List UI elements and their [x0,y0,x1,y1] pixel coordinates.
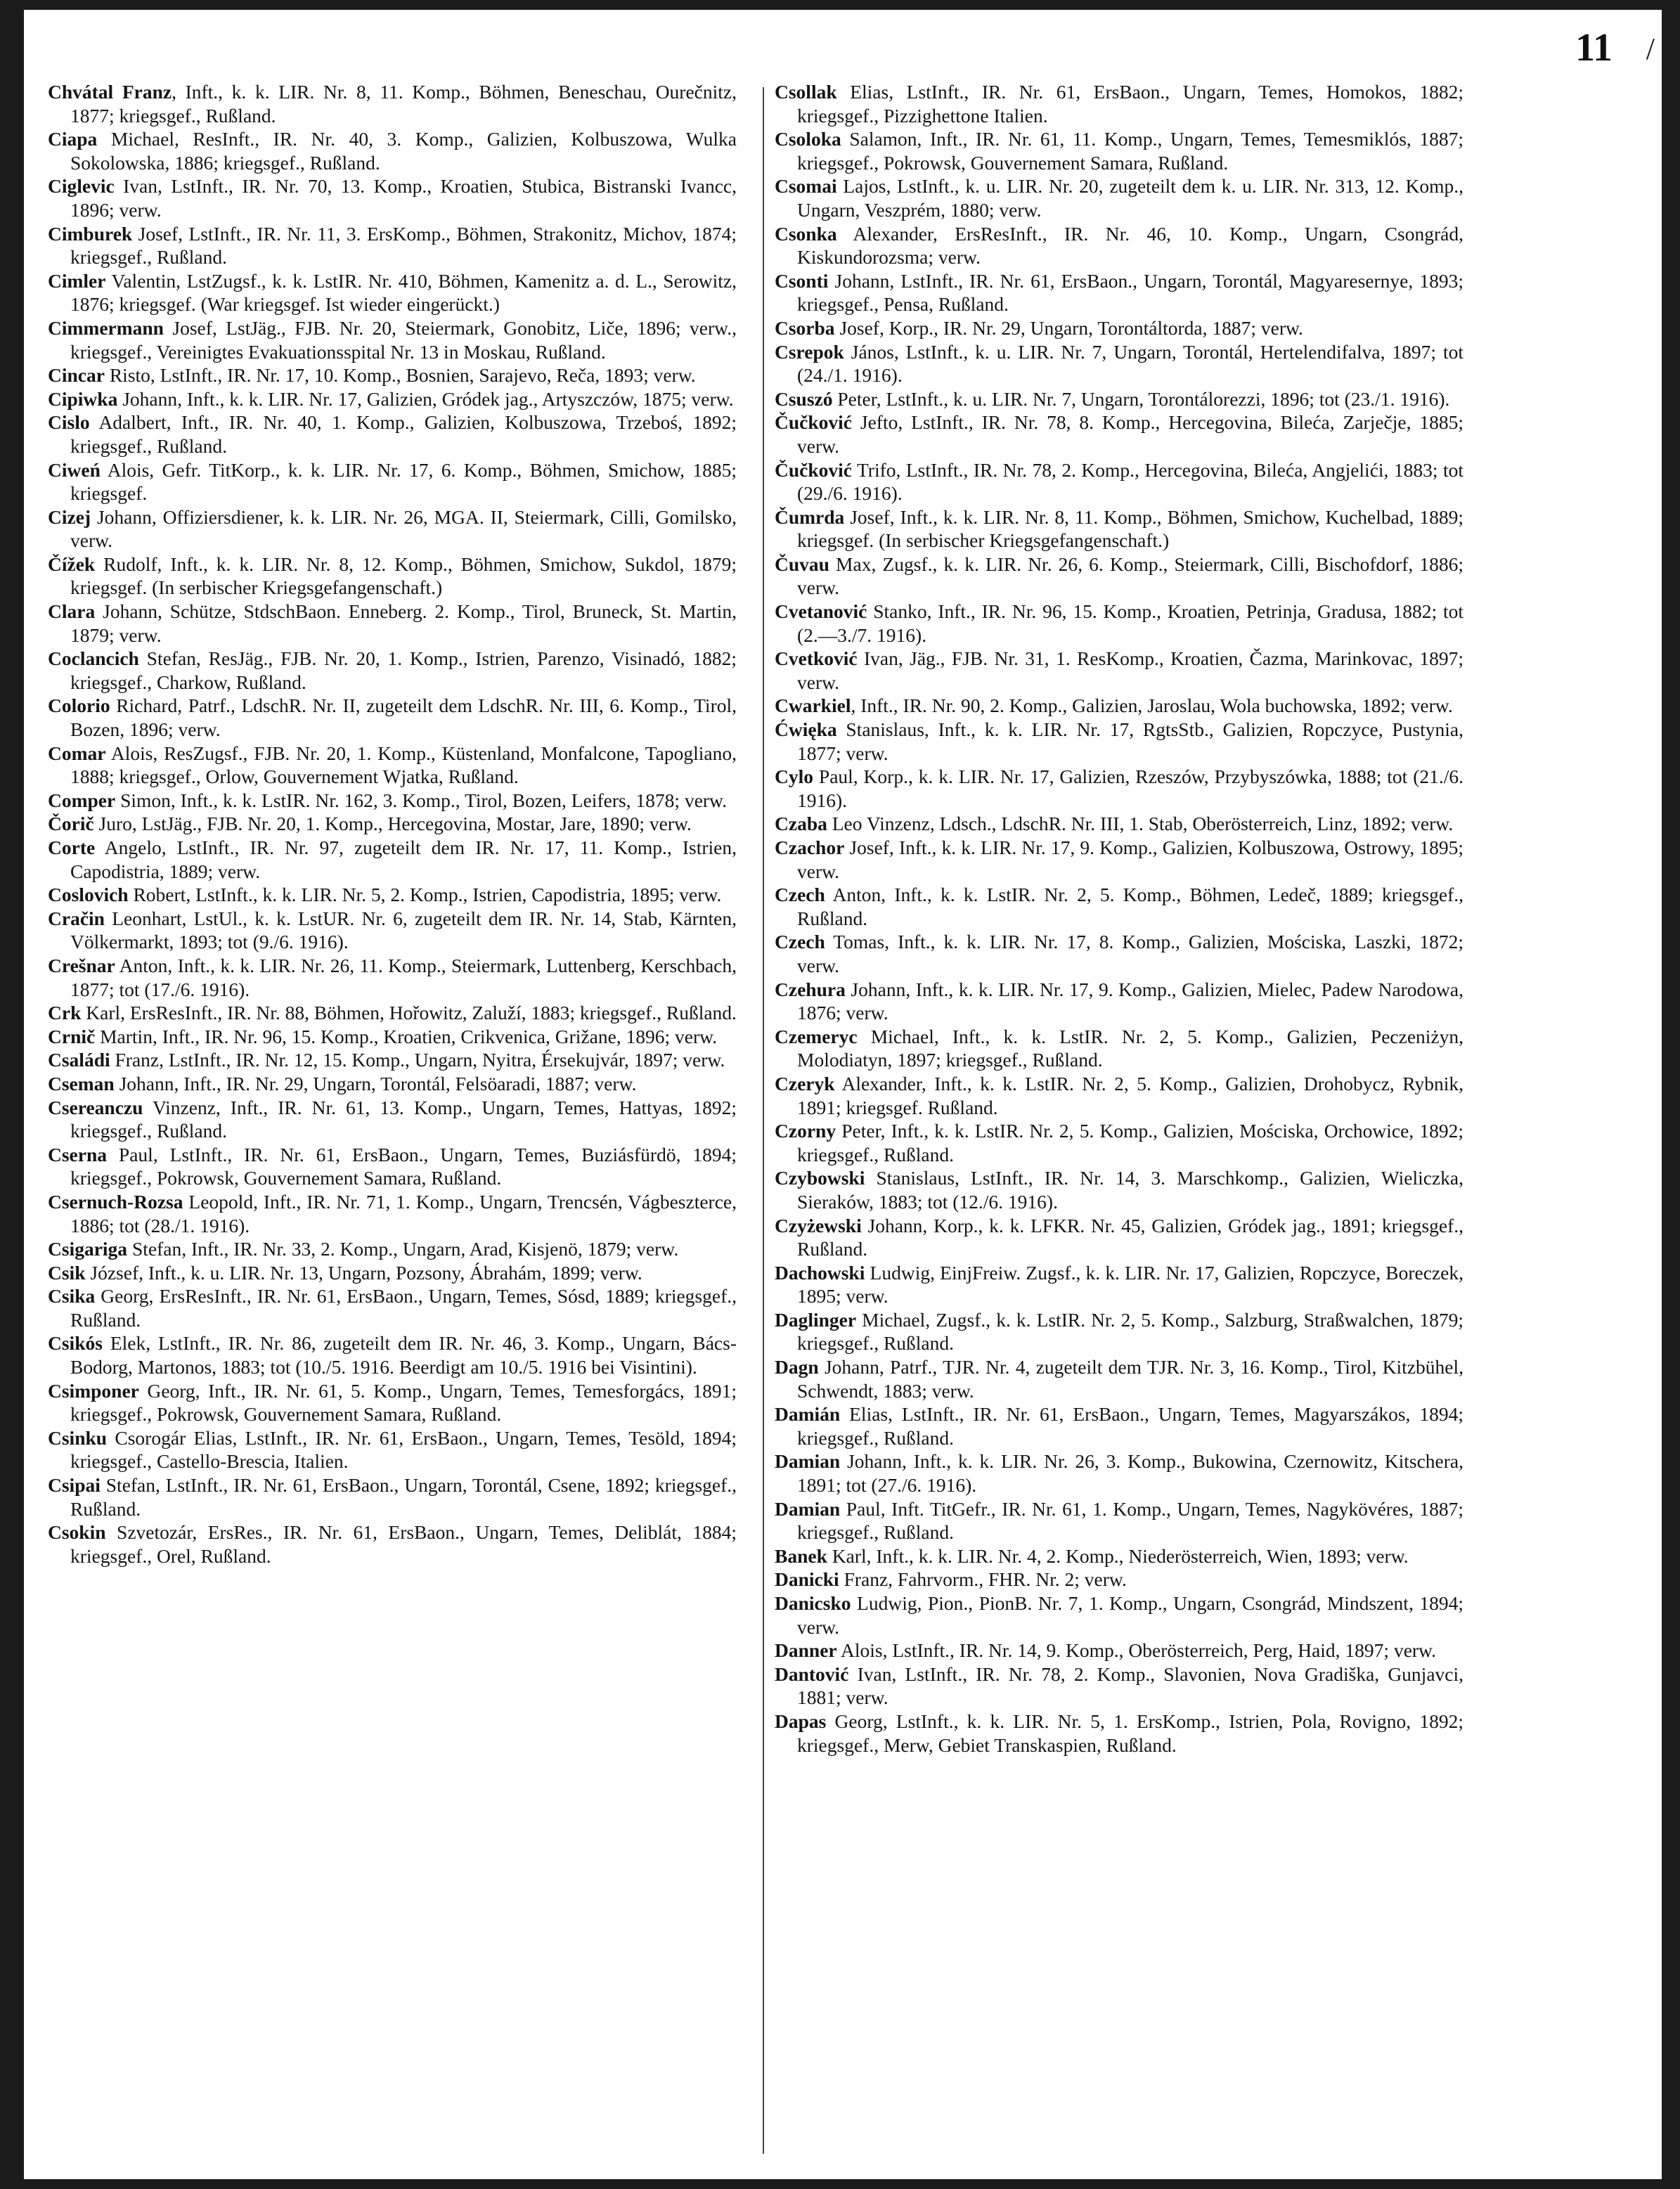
entry-details: Georg, LstInft., k. k. LIR. Nr. 5, 1. ErsKomp., Istrien, Pola, Rovigno, 1892; kriegsgef., Merw, Gebiet Transkaspien, Rußland. [797,1710,1463,1756]
register-entry [48,1237,737,1261]
entry-details: Johann, Patrf., TJR. Nr. 4, zugeteilt dem TJR. Nr. 3, 16. Komp., Tirol, Kitzbühel, Schwendt, 1883; verw. [797,1356,1463,1402]
register-entry [775,694,1463,718]
entry-details: Anton, Inft., k. k. LIR. Nr. 26, 11. Komp., Steiermark, Luttenberg, Kerschbach, 1877; tot (17./6. 1916). [70,954,737,1000]
entry-surname: Comper [48,789,116,811]
register-entry [775,411,1463,458]
entry-surname: Danicki [775,1568,839,1591]
entry-details: Elek, LstInft., IR. Nr. 86, zugeteilt dem IR. Nr. 46, 3. Komp., Ungarn, Bács-Bodorg, Martonos, 1883; tot (10./5. 1916. Beerdigt am 10./5. 1916 bei Visintini). [70,1332,737,1378]
entry-details: Jefto, LstInft., IR. Nr. 78, 8. Komp., Hercegovina, Bileća, Zarječje, 1885; verw. [797,411,1463,457]
register-entry [775,222,1463,269]
register-entry [48,222,737,269]
entry-details: Alexander, ErsResInft., IR. Nr. 46, 10. Komp., Ungarn, Csongrád, Kiskundorozsma; verw. [797,222,1463,269]
entry-details: Max, Zugsf., k. k. LIR. Nr. 26, 6. Komp., Steiermark, Cilli, Bischofdorf, 1886; verw. [797,553,1463,599]
entry-details: Johann, Offiziersdiener, k. k. LIR. Nr. 26, MGA. II, Steiermark, Cilli, Gomilsko, verw. [70,505,737,552]
entry-details: Csorogár Elias, LstInft., IR. Nr. 61, ErsBaon., Ungarn, Temes, Tesöld, 1894; kriegsgef., Castello-Brescia, Italien. [70,1426,737,1473]
entry-details: Valentin, LstZugsf., k. k. LstIR. Nr. 410, Böhmen, Kamenitz a. d. L., Serowitz, 1876; kriegsgef. (War kriegsgef. Ist wieder eingerückt.) [70,269,737,316]
entry-surname: Clara [48,600,96,623]
entry-surname: Danner [775,1639,837,1662]
entry-details: Paul, LstInft., IR. Nr. 61, ErsBaon., Ungarn, Temes, Buziásfürdö, 1894; kriegsgef., Pokrowsk, Gouvernement Samara, Rußland. [70,1143,737,1189]
entry-surname: Cserna [48,1143,108,1165]
register-entry [48,1426,737,1473]
entry-details: Alois, Gefr. TitKorp., k. k. LIR. Nr. 17, 6. Komp., Böhmen, Smichow, 1885; kriegsgef. [70,458,737,505]
entry-details: Karl, Inft., k. k. LIR. Nr. 4, 2. Komp., Niederösterreich, Wien, 1893; verw. [827,1544,1409,1567]
entry-surname: Banek [775,1544,827,1567]
entry-details: Leonhart, LstUl., k. k. LstUR. Nr. 6, zugeteilt dem IR. Nr. 14, Stab, Kärnten, Völkermarkt, 1893; tot (9./6. 1916). [70,907,737,953]
register-entry [775,458,1463,505]
register-entry [48,1072,737,1096]
register-entry [48,1096,737,1143]
entry-details: , Inft., k. k. LIR. Nr. 8, 11. Komp., Böhmen, Beneschau, Ourečnitz, 1877; kriegsgef., Rußland. [70,81,737,127]
entry-surname: Danicsko [775,1592,851,1614]
entry-details: Adalbert, Inft., IR. Nr. 40, 1. Komp., Galizien, Kolbuszowa, Trzeboś, 1892; kriegsgef., Rußland. [70,411,737,457]
register-entry [775,80,1463,127]
entry-surname: Crnič [48,1025,96,1047]
entry-details: Lajos, LstInft., k. u. LIR. Nr. 20, zugeteilt dem k. u. LIR. Nr. 313, 12. Komp., Ungarn, Veszprém, 1880; verw. [797,175,1463,221]
left-column [48,80,737,1568]
entry-surname: Crk [48,1002,82,1024]
entry-details: Vinzenz, Inft., IR. Nr. 61, 13. Komp., Ungarn, Temes, Hattyas, 1892; kriegsgef., Rußland. [70,1096,737,1142]
register-entry [48,907,737,954]
register-entry [775,1119,1463,1166]
register-entry [775,505,1463,553]
entry-details: Stanko, Inft., IR. Nr. 96, 15. Komp., Kroatien, Petrinja, Gradusa, 1882; tot (2.—3./7. 1916). [797,600,1463,646]
entry-details: Tomas, Inft., k. k. LIR. Nr. 17, 8. Komp., Galizien, Mościska, Laszki, 1872; verw. [797,931,1463,976]
register-entry [775,930,1463,977]
entry-surname: Czachor [775,837,845,858]
entry-details: Stefan, Inft., IR. Nr. 33, 2. Komp., Ungarn, Arad, Kisjenö, 1879; verw. [127,1238,679,1260]
register-entry [48,1001,737,1025]
register-entry [775,127,1463,174]
register-entry [48,600,737,647]
register-entry [775,1072,1463,1119]
entry-surname: Cseman [48,1072,115,1094]
entry-details: Josef, LstInft., IR. Nr. 11, 3. ErsKomp., Böhmen, Strakonitz, Michov, 1874; kriegsgef., Rußland. [70,222,737,269]
entry-surname: Cračin [48,907,105,929]
register-entry [48,1284,737,1331]
entry-surname: Czemeryc [775,1025,858,1047]
entry-surname: Cincar [48,364,105,387]
entry-surname: Csinku [48,1426,108,1449]
entry-surname: Csollak [775,81,837,103]
register-entry [48,269,737,316]
entry-surname: Cimler [48,269,106,292]
entry-surname: Cvetković [775,647,858,670]
entry-details: Salamon, Inft., IR. Nr. 61, 11. Komp., Ungarn, Temes, Temesmiklós, 1887; kriegsgef., Pokrowsk, Gouvernement Samara, Rußland. [797,128,1463,174]
entry-details: Franz, Fahrvorm., FHR. Nr. 2; verw. [839,1568,1127,1591]
entry-surname: Csomai [775,175,837,198]
entry-details: Johann, Inft., k. k. LIR. Nr. 17, Galizien, Gródek jag., Artyszczów, 1875; verw. [117,387,734,410]
entry-surname: Csik [48,1261,86,1284]
entry-surname: Csuszó [775,387,833,410]
document-page [24,10,1662,2179]
register-entry [775,883,1463,930]
entry-details: Stanislaus, LstInft., IR. Nr. 14, 3. Marschkomp., Galizien, Wieliczka, Sieraków, 1883; tot (12./6. 1916). [797,1167,1463,1213]
register-entry [48,387,737,411]
register-entry [775,174,1463,221]
entry-details: Peter, LstInft., k. u. LIR. Nr. 7, Ungarn, Torontálorezzi, 1896; tot (23./1. 1916). [832,387,1450,410]
register-entry [775,765,1463,812]
register-entry [48,80,737,127]
register-entry [775,1214,1463,1261]
register-entry [48,363,737,387]
entry-surname: Czyżewski [775,1214,862,1236]
entry-details: Ivan, LstInft., IR. Nr. 78, 2. Komp., Slavonien, Nova Gradiška, Gunjavci, 1881; verw. [797,1662,1463,1709]
register-entry [48,836,737,883]
register-entry [48,1143,737,1190]
entry-details: Stanislaus, Inft., k. k. LIR. Nr. 17, RgtsStb., Galizien, Ropczyce, Pustynia, 1877; verw. [797,718,1463,764]
entry-details: Stefan, LstInft., IR. Nr. 61, ErsBaon., Ungarn, Torontál, Csene, 1892; kriegsgef., Rußland. [70,1474,737,1520]
register-entry [48,647,737,694]
right-column [775,80,1463,1757]
entry-surname: Csorba [775,316,835,339]
entry-details: Richard, Patrf., LdschR. Nr. II, zugeteilt dem LdschR. Nr. III, 6. Komp., Tirol, Bozen, 1896; verw. [70,695,737,741]
entry-surname: Csipai [48,1474,101,1497]
entry-details: Alois, ResZugsf., FJB. Nr. 20, 1. Komp., Küstenland, Monfalcone, Tapogliano, 1888; kriegsgef., Orlow, Gouvernement Wjatka, Rußland. [70,742,737,788]
register-entry [48,694,737,741]
entry-surname: Ciapa [48,128,98,150]
entry-surname: Csereanczu [48,1096,143,1118]
entry-surname: Coslovich [48,884,129,906]
register-entry [48,954,737,1001]
entry-details: Ludwig, Pion., PionB. Nr. 7, 1. Komp., Ungarn, Csongrád, Mindszent, 1894; verw. [797,1592,1463,1638]
entry-surname: Czaba [775,813,827,835]
entry-details: Elias, LstInft., IR. Nr. 61, ErsBaon., Ungarn, Temes, Magyarszákos, 1894; kriegsgef., Rußland. [797,1403,1463,1449]
register-entry [775,1308,1463,1355]
register-entry [775,1568,1463,1591]
entry-surname: Čumrda [775,505,845,528]
entry-surname: Cvetanović [775,600,867,623]
entry-surname: Corte [48,837,96,858]
entry-details: Michael, ResInft., IR. Nr. 40, 3. Komp., Galizien, Kolbuszowa, Wulka Sokolowska, 1886; kriegsgef., Rußland. [70,128,737,174]
entry-surname: Coclancich [48,647,139,670]
entry-surname: Damian [775,1497,841,1520]
entry-surname: Dagn [775,1356,819,1378]
register-entry [48,812,737,836]
entry-details: Ludwig, EinjFreiw. Zugsf., k. k. LIR. Nr. 17, Galizien, Ropczyce, Boreczek, 1895; verw. [797,1261,1463,1307]
entry-surname: Čučković [775,411,852,434]
entry-details: Karl, ErsResInft., IR. Nr. 88, Böhmen, Hořowitz, Zaluží, 1883; kriegsgef., Rußland. [81,1002,737,1024]
register-entry [48,1190,737,1237]
entry-details: Johann, Inft., IR. Nr. 29, Ungarn, Torontál, Felsöaradi, 1887; verw. [114,1072,637,1094]
entry-surname: Cizej [48,505,91,528]
entry-details: Josef, Inft., k. k. LIR. Nr. 17, 9. Komp., Galizien, Kolbuszowa, Ostrowy, 1895; verw. [797,837,1463,882]
register-entry [775,340,1463,387]
entry-surname: Czehura [775,978,846,1000]
register-entry [775,1497,1463,1544]
register-entry [48,411,737,458]
entry-surname: Čížek [48,553,96,575]
entry-details: Peter, Inft., k. k. LstIR. Nr. 2, 5. Komp., Galizien, Mościska, Orchowice, 1892; kriegsgef., Rußland. [797,1120,1463,1165]
register-entry [775,1402,1463,1449]
entry-surname: Czybowski [775,1167,865,1189]
entry-surname: Cipiwka [48,387,118,410]
register-entry [775,1261,1463,1308]
entry-surname: Csonti [775,269,829,292]
entry-details: József, Inft., k. u. LIR. Nr. 13, Ungarn, Pozsony, Ábrahám, 1899; verw. [85,1261,642,1284]
column-divider [763,87,764,2154]
entry-surname: Ciglevic [48,175,115,198]
entry-surname: Cimburek [48,222,133,245]
entry-surname: Czech [775,884,825,906]
entry-surname: Családi [48,1049,110,1071]
entry-details: Michael, Zugsf., k. k. LstIR. Nr. 2, 5. Komp., Salzburg, Straßwalchen, 1879; kriegsgef., Rußland. [797,1308,1463,1355]
entry-surname: Colorio [48,695,110,717]
register-entry [775,1591,1463,1639]
entry-surname: Csika [48,1285,96,1307]
entry-surname: Cwarkiel [775,695,851,717]
entry-surname: Ciweń [48,458,101,481]
register-entry [48,1048,737,1072]
entry-details: Paul, Inft. TitGefr., IR. Nr. 61, 1. Komp., Ungarn, Temes, Nagykövéres, 1887; kriegsgef., Rußland. [797,1497,1463,1544]
register-entry [48,1025,737,1049]
entry-surname: Czeryk [775,1072,835,1094]
entry-surname: Daglinger [775,1308,857,1331]
entry-details: János, LstInft., k. u. LIR. Nr. 7, Ungarn, Torontál, Hertelendifalva, 1897; tot (24./1. 1916). [797,340,1463,387]
register-entry [775,600,1463,647]
register-entry [48,127,737,174]
entry-details: Anton, Inft., k. k. LstIR. Nr. 2, 5. Komp., Böhmen, Ledeč, 1889; kriegsgef., Rußland. [797,884,1463,929]
entry-surname: Csrepok [775,340,844,363]
entry-details: Johann, Korp., k. k. LFKR. Nr. 45, Galizien, Gródek jag., 1891; kriegsgef., Rußland. [797,1214,1463,1260]
entry-details: Josef, Korp., IR. Nr. 29, Ungarn, Torontáltorda, 1887; verw. [834,316,1303,339]
register-entry [48,458,737,505]
entry-surname: Damian [775,1450,841,1473]
register-entry [775,978,1463,1025]
entry-details: Michael, Inft., k. k. LstIR. Nr. 2, 5. Komp., Galizien, Peczeniżyn, Molodiatyn, 1897; kriegsgef., Rußland. [797,1025,1463,1071]
entry-surname: Čorič [48,813,94,835]
register-entry [48,1379,737,1426]
entry-surname: Ćwięka [775,718,837,741]
entry-details: Simon, Inft., k. k. LstIR. Nr. 162, 3. Komp., Tirol, Bozen, Leifers, 1878; verw. [115,789,728,811]
register-entry [775,812,1463,836]
entry-details: Stefan, ResJäg., FJB. Nr. 20, 1. Komp., Istrien, Parenzo, Visinadó, 1882; kriegsgef., Charkow, Rußland. [70,647,737,693]
register-entry [48,505,737,553]
entry-surname: Csoloka [775,128,841,150]
register-entry [775,387,1463,411]
entry-details: Angelo, LstInft., IR. Nr. 97, zugeteilt dem IR. Nr. 17, 11. Komp., Istrien, Capodistria, 1889; verw. [70,837,737,882]
entry-details: Leopold, Inft., IR. Nr. 71, 1. Komp., Ungarn, Trencsén, Vágbeszterce, 1886; tot (28./1. 1916). [70,1190,737,1236]
entry-details: Johann, LstInft., IR. Nr. 61, ErsBaon., Ungarn, Torontál, Magyaresernye, 1893; kriegsgef., Pensa, Rußland. [797,269,1463,316]
entry-surname: Cislo [48,411,90,434]
register-entry [48,174,737,221]
entry-surname: Damián [775,1403,841,1426]
entry-surname: Cimmermann [48,316,164,339]
entry-details: Trifo, LstInft., IR. Nr. 78, 2. Komp., Hercegovina, Bileća, Angjelići, 1883; tot (29./6. 1916). [797,458,1463,505]
register-entry [775,1710,1463,1757]
entry-details: Georg, Inft., IR. Nr. 61, 5. Komp., Ungarn, Temes, Temesforgács, 1891; kriegsgef., Pokrowsk, Gouvernement Samara, Rußland. [70,1379,737,1426]
register-entry [48,742,737,789]
entry-details: Juro, LstJäg., FJB. Nr. 20, 1. Komp., Hercegovina, Mostar, Jare, 1890; verw. [93,813,692,835]
entry-details: Johann, Inft., k. k. LIR. Nr. 26, 3. Komp., Bukowina, Czernowitz, Kitschera, 1891; tot (27./6. 1916). [797,1450,1463,1497]
register-entry [48,1520,737,1568]
register-entry [48,1261,737,1285]
entry-surname: Cylo [775,766,813,788]
entry-details: Josef, LstJäg., FJB. Nr. 20, Steiermark, Gonobitz, Liče, 1896; verw., kriegsgef., Vereinigtes Evakuationsspital Nr. 13 in Moskau, Rußland. [70,316,737,363]
margin-mark: / [1646,32,1655,66]
register-entry [775,1544,1463,1568]
entry-surname: Csokin [48,1521,106,1544]
entry-details: Georg, ErsResInft., IR. Nr. 61, ErsBaon., Ungarn, Temes, Sósd, 1889; kriegsgef., Rußland. [70,1285,737,1331]
entry-details: Alois, LstInft., IR. Nr. 14, 9. Komp., Oberösterreich, Perg, Haid, 1897; verw. [836,1639,1437,1662]
entry-surname: Dantović [775,1662,849,1685]
entry-surname: Crešnar [48,954,115,976]
entry-surname: Csernuch-Rozsa [48,1190,183,1213]
entry-details: Rudolf, Inft., k. k. LIR. Nr. 8, 12. Komp., Böhmen, Smichow, Sukdol, 1879; kriegsgef. (In serbischer Kriegsgefangenschaft.) [70,553,737,599]
register-entry [48,1331,737,1378]
register-entry [775,316,1463,340]
register-entry [775,647,1463,694]
entry-surname: Chvátal Franz [48,81,172,103]
entry-details: Robert, LstInft., k. k. LIR. Nr. 5, 2. Komp., Istrien, Capodistria, 1895; verw. [128,884,722,906]
entry-surname: Čuvau [775,553,829,575]
entry-details: Franz, LstInft., IR. Nr. 12, 15. Komp., Ungarn, Nyitra, Érsekujvár, 1897; verw. [110,1049,725,1071]
page-number: 11 [1575,26,1613,70]
entry-details: Johann, Schütze, StdschBaon. Enneberg. 2. Komp., Tirol, Bruneck, St. Martin, 1879; verw. [70,600,737,646]
register-entry [775,718,1463,765]
register-entry [48,316,737,363]
register-entry [48,1473,737,1520]
register-entry [775,836,1463,883]
register-entry [775,1449,1463,1497]
entry-surname: Dachowski [775,1261,865,1284]
entry-details: Paul, Korp., k. k. LIR. Nr. 17, Galizien, Rzeszów, Przybyszówka, 1888; tot (21./6. 1916). [797,766,1463,811]
entry-details: Johann, Inft., k. k. LIR. Nr. 17, 9. Komp., Galizien, Mielec, Padew Narodowa, 1876; verw. [797,978,1463,1024]
register-entry [775,553,1463,600]
register-entry [775,1639,1463,1662]
entry-surname: Comar [48,742,106,764]
register-entry [48,789,737,813]
entry-surname: Csikós [48,1332,103,1355]
register-entry [775,1662,1463,1710]
entry-details: Leo Vinzenz, Ldsch., LdschR. Nr. III, 1. Stab, Oberösterreich, Linz, 1892; verw. [827,813,1454,835]
entry-details: Risto, LstInft., IR. Nr. 17, 10. Komp., Bosnien, Sarajevo, Reča, 1893; verw. [104,364,696,387]
entry-surname: Csimponer [48,1379,139,1402]
entry-surname: Csigariga [48,1238,128,1260]
entry-details: Elias, LstInft., IR. Nr. 61, ErsBaon., Ungarn, Temes, Homokos, 1882; kriegsgef., Pizzighettone Italien. [797,81,1463,127]
entry-surname: Čučković [775,458,852,481]
entry-details: , Inft., IR. Nr. 90, 2. Komp., Galizien, Jaroslau, Wola buchowska, 1892; verw. [851,695,1453,717]
entry-details: Ivan, LstInft., IR. Nr. 70, 13. Komp., Kroatien, Stubica, Bistranski Ivancc, 1896; verw. [70,175,737,221]
register-entry [48,553,737,600]
register-entry [48,883,737,907]
entry-surname: Csonka [775,222,837,245]
entry-details: Szvetozár, ErsRes., IR. Nr. 61, ErsBaon., Ungarn, Temes, Deliblát, 1884; kriegsgef., Orel, Rußland. [70,1521,737,1567]
entry-surname: Czech [775,931,825,953]
entry-details: Martin, Inft., IR. Nr. 96, 15. Komp., Kroatien, Crikvenica, Grižane, 1896; verw. [95,1025,718,1047]
entry-details: Ivan, Jäg., FJB. Nr. 31, 1. ResKomp., Kroatien, Čazma, Marinkovac, 1897; verw. [797,647,1463,693]
register-entry [775,1355,1463,1402]
register-entry [775,1025,1463,1072]
entry-details: Alexander, Inft., k. k. LstIR. Nr. 2, 5. Komp., Galizien, Drohobycz, Rybnik, 1891; kriegsgef. Rußland. [797,1072,1463,1118]
register-entry [775,269,1463,316]
entry-surname: Dapas [775,1710,827,1732]
register-entry [775,1166,1463,1213]
entry-details: Josef, Inft., k. k. LIR. Nr. 8, 11. Komp., Böhmen, Smichow, Kuchelbad, 1889; kriegsgef. (In serbischer Kriegsgefangenschaft.) [797,505,1463,552]
entry-surname: Czorny [775,1120,836,1142]
